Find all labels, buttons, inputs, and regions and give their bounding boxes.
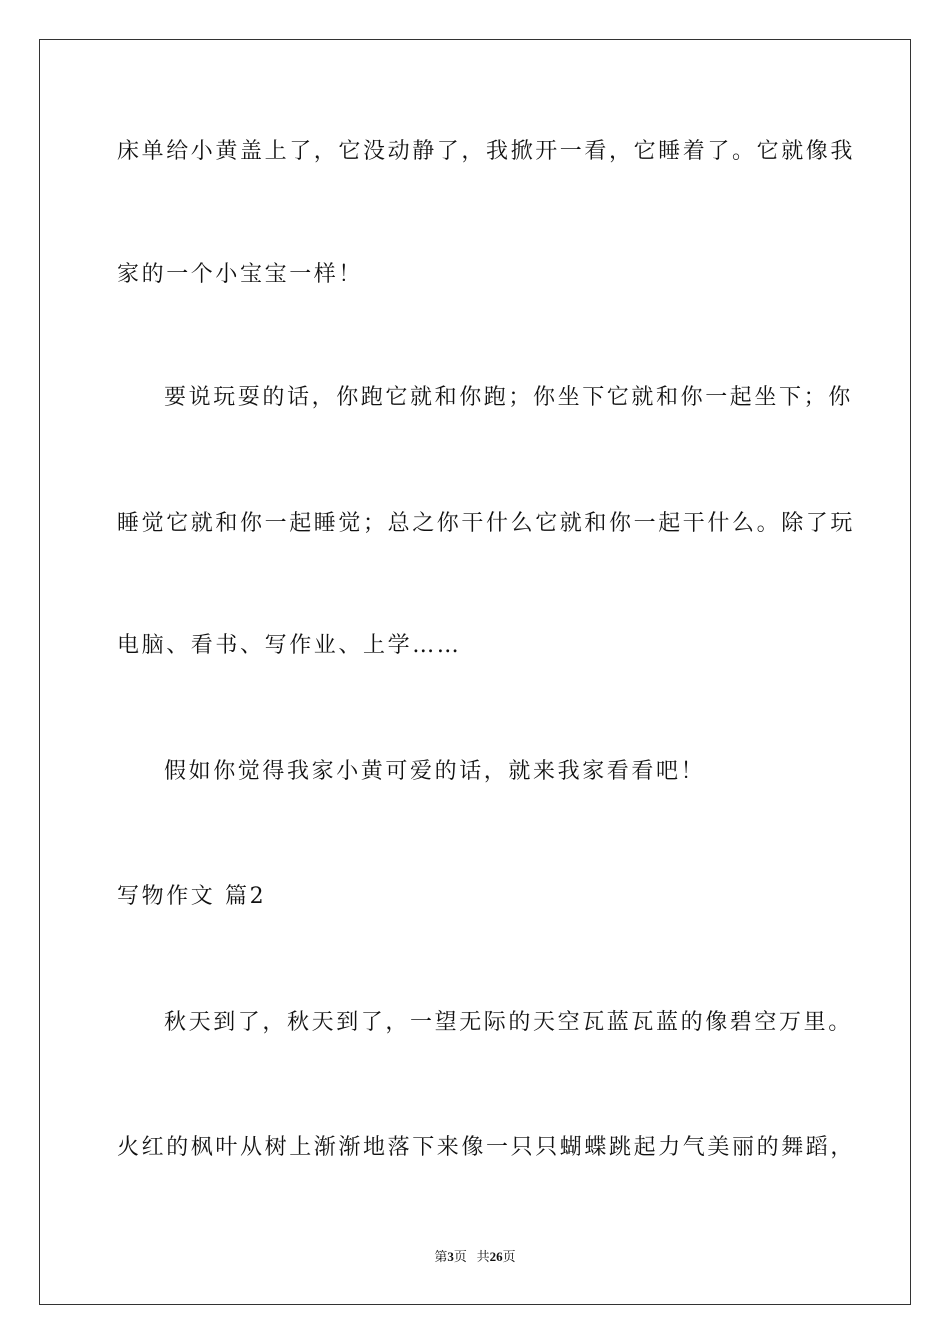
current-page-number: 3 <box>447 1249 454 1264</box>
section-heading: 写物作文 篇2 <box>117 884 267 909</box>
total-label-suffix: 页 <box>502 1249 516 1264</box>
page-label-prefix: 第 <box>434 1249 448 1264</box>
paragraph-line: 要说玩耍的话，你跑它就和你跑；你坐下它就和你一起坐下；你 <box>164 385 853 410</box>
total-label-prefix: 共 <box>476 1249 490 1264</box>
page-footer <box>0 1249 950 1265</box>
paragraph-line: 火红的枫叶从树上渐渐地落下来像一只只蝴蝶跳起力气美丽的舞蹈， <box>117 1135 856 1160</box>
paragraph-line: 床单给小黄盖上了，它没动静了，我掀开一看，它睡着了。它就像我 <box>117 139 856 164</box>
paragraph-line: 秋天到了，秋天到了，一望无际的天空瓦蓝瓦蓝的像碧空万里。 <box>164 1010 853 1035</box>
paragraph-line: 假如你觉得我家小黄可爱的话，就来我家看看吧！ <box>164 759 706 784</box>
page-label-suffix: 页 <box>453 1249 467 1264</box>
paragraph-line: 家的一个小宝宝一样！ <box>117 262 364 287</box>
paragraph-line: 电脑、看书、写作业、上学…… <box>117 633 462 658</box>
page-border <box>39 39 911 1305</box>
total-pages-number: 26 <box>489 1249 503 1264</box>
paragraph-line: 睡觉它就和你一起睡觉；总之你干什么它就和你一起干什么。除了玩 <box>117 511 856 536</box>
